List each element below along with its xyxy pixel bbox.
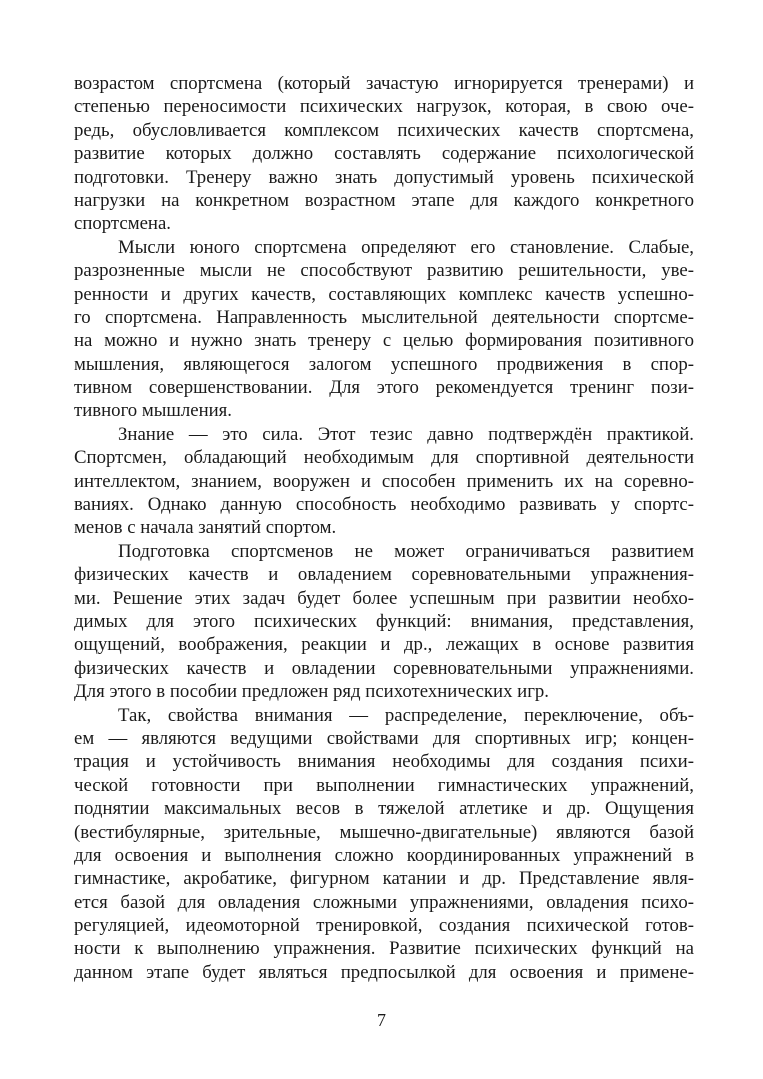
- text-line: ем — являются ведущими свойствами для спортивных игр; концен-: [74, 727, 694, 749]
- text-line: редь, обусловливается комплексом психических качеств спортсмена,: [74, 119, 694, 141]
- page-number: 7: [377, 1010, 386, 1030]
- text-line: поднятии максимальных весов в тяжелой атлетике и др. Ощущения: [74, 798, 694, 820]
- text-line: для освоения и выполнения сложно координированных упражнений в: [74, 844, 694, 866]
- text-line: мышления, являющегося залогом успешного продвижения в спор-: [74, 353, 694, 375]
- text-line: ощущений, воображения, реакции и др., лежащих в основе развития: [74, 634, 694, 656]
- text-line: интеллектом, знанием, вооружен и способен применить их на соревно-: [74, 470, 694, 492]
- text-line: тивного мышления.: [74, 400, 232, 422]
- text-line: спортсмена.: [74, 213, 171, 235]
- text-line: менов с начала занятий спортом.: [74, 517, 337, 539]
- text-line: ческой готовности при выполнении гимнастических упражнений,: [74, 774, 694, 796]
- text-line: гимнастике, акробатике, фигурном катании и др. Представление явля-: [74, 868, 694, 890]
- text-line: го спортсмена. Направленность мыслительной деятельности спортсме-: [74, 306, 694, 328]
- text-line: возрастом спортсмена (который зачастую игнорируется тренерами) и: [74, 73, 694, 94]
- text-line: димых для этого психических функций: внимания, представления,: [74, 610, 694, 632]
- text-line: разрозненные мысли не способствуют развитию решительности, уве-: [74, 260, 694, 282]
- paragraph-first-line: Так, свойства внимания — распределение, переключение, объ-: [118, 704, 694, 726]
- text-line: ренности и других качеств, составляющих комплекс качеств успешно-: [74, 283, 694, 305]
- text-line: трация и устойчивость внимания необходимы для создания психи-: [74, 751, 694, 773]
- text-line: ется базой для овладения сложными упражнениями, овладения психо-: [74, 891, 694, 913]
- text-line: нагрузки на конкретном возрастном этапе для каждого конкретного: [74, 189, 694, 211]
- text-line: физических качеств и овладении соревновательными упражнениями.: [74, 657, 694, 679]
- paragraph-first-line: Подготовка спортсменов не может ограничиваться развитием: [118, 540, 694, 562]
- text-line: Спортсмен, обладающий необходимым для спортивной деятельности: [74, 447, 694, 469]
- text-line: регуляцией, идеомоторной тренировкой, создания психической готов-: [74, 915, 694, 937]
- text-line: Для этого в пособии предложен ряд психотехнических игр.: [74, 681, 550, 703]
- text-line: данном этапе будет являться предпосылкой для освоения и примене-: [74, 961, 694, 983]
- text-line: (вестибулярные, зрительные, мышечно-двигательные) являются базой: [74, 821, 694, 843]
- text-line: ми. Решение этих задач будет более успешным при развитии необхо-: [74, 587, 694, 609]
- text-line: тивном совершенствовании. Для этого рекомендуется тренинг пози-: [74, 377, 694, 399]
- text-line: развитие которых должно составлять содержание психологической: [74, 143, 694, 165]
- text-line: физических качеств и овладением соревновательными упражнения-: [74, 564, 694, 586]
- paragraph-first-line: Мысли юного спортсмена определяют его становление. Слабые,: [118, 236, 694, 258]
- text-line: подготовки. Тренеру важно знать допустимый уровень психической: [74, 166, 694, 188]
- text-line: на можно и нужно знать тренеру с целью формирования позитивного: [74, 330, 694, 352]
- text-line: ваниях. Однако данную способность необходимо развивать у спортс-: [74, 494, 694, 516]
- body-text: [74, 72, 694, 984]
- text-line: ности к выполнению упражнения. Развитие психических функций на: [74, 938, 694, 960]
- paragraph-first-line: Знание — это сила. Этот тезис давно подтверждён практикой.: [118, 423, 694, 445]
- text-line: степенью переносимости психических нагрузок, которая, в свою оче-: [74, 96, 694, 118]
